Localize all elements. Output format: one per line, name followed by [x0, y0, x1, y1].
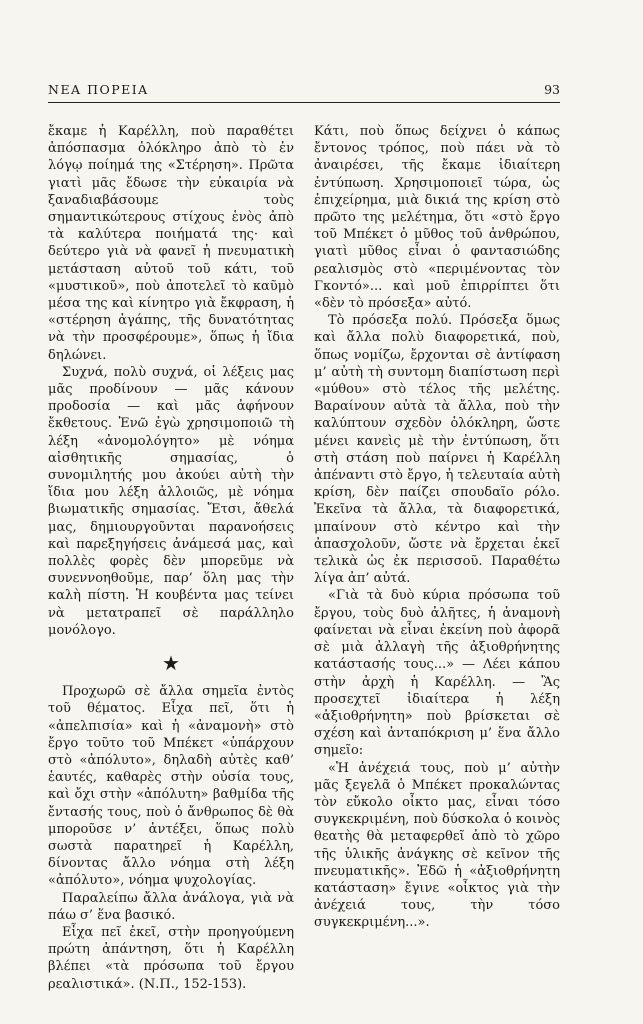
running-header [48, 82, 560, 103]
paragraph: «Γιὰ τὰ δυὸ κύρια πρόσωπα τοῦ ἔργου, τοὺς δυὸ ἀλῆτες, ἡ ἀναμονὴ φαίνεται νὰ εἶναι ἐκείνη ποὺ ἀφορᾶ σὲ μιὰ ἀλλαγὴ τῆς ἀξιοθρήνητης κατάστασής τους...» — Λέει κάπου στὴν ἀρχὴ ἡ Καρέλλη. — Ἂς προσεχτεῖ ἰδιαίτερα ἡ λέξη «ἀξιοθρήνητη» ποὺ βρίσκεται σὲ σχέση καὶ ἀνταπόκριση μ’ ἕνα ἄλλο σημεῖο: [314, 588, 560, 759]
right-column [314, 123, 560, 932]
paragraph: Τὸ πρόσεξα πολύ. Πρόσεξα ὅμως καὶ ἄλλα πολὺ διαφορετικά, ποὺ, ὅπως νομίζω, ἔρχονται σὲ ἀντίφαση μ’ αὐτὴ τὴ συντομη διαπίστωση περὶ «μύθου» στὸ τέλος τῆς μελέτης. Βαραίνουν αὐτὰ τὰ ἄλλα, ποὺ τὴν καλύπτουν σχεδὸν ὁλόκληρη, ὥστε μένει κανεὶς μὲ τὴν ἐντύπωση, ὅτι στὴ στάση ποὺ παίρνει ἡ Καρέλλη ἀπέναντι στὸ ἔργο, ἡ τελευταία αὐτὴ κρίση, δὲν παίζει σπουδαῖο ρόλο. Ἐκεῖνα τὰ ἄλλα, τὰ διαφορετικά, μπαίνουν στὸ κέντρο καὶ τὴν ἀπασχολοῦν, ὥστε νὰ ἔρχεται ἐκεῖ τελικὰ ὡς ἐκ περισσοῦ. Παραθέτω λίγα ἀπ’ αὐτά. [314, 313, 560, 587]
paragraph: Συχνά, πολὺ συχνά, οἱ λέξεις μας μᾶς προδίνουν — μᾶς κάνουν προδοσία — καὶ μᾶς ἀφήνουν ἔκθετους. Ἐνῶ ἐγὼ χρησιμοποιῶ τὴ λέξη «ἀνομολόγητο» μὲ νόημα αἰσθητικῆς σημασίας, ὁ συνομιλητής μου ἀκούει αὐτὴ τὴν ἴδια μου λέξη ἀλλοιῶς, μὲ νόημα βιωματικῆς σημασίας. Ἔτσι, ἄθελά μας, δημιουργοῦνται παρανοήσεις καὶ παρεξηγήσεις ἀνάμεσά μας, καὶ πολλὲς φορὲς δὲν μπορεῦμε νὰ συνεννοηθοῦμε, παρ’ ὅλη μας τὴν καλὴ πίστη. Ἡ κουβέντα μας τείνει νὰ μετατραπεῖ σὲ παράλληλο μονόλογο. [48, 364, 294, 638]
section-star-divider: ★ [162, 651, 180, 676]
left-column [48, 123, 294, 993]
paragraph: Κάτι, ποὺ ὅπως δείχνει ὁ κάπως ἔντονος τρόπος, ποὺ πάει νὰ τὸ ἀναιρέσει, τῆς ἔκαμε ἰδιαίτερη ἐντύπωση. Χρησιμοποιεῖ τώρα, ὡς ἐπιχείρημα, μιὰ δικιά της κρίση στὸ πρῶτο της μελέτημα, ὅτι «στὸ ἔργο τοῦ Μπέκετ ὁ μῦθος τοῦ ἀνθρώπου, γιατὶ μῦθος εἶναι ὁ φαντασιώδης ρεαλισμὸς στὸ «περιμένοντας τὸν Γκοντό»... καὶ μοῦ ἐπιρρίπτει ὅτι «δὲν τὸ πρόσεξα» αὐτό. [314, 124, 560, 312]
page-number: 93 [544, 82, 560, 97]
paragraph: Παραλείπω ἄλλα ἀνάλογα, γιὰ νὰ πάω σ’ ἕνα βασικό. [48, 890, 294, 923]
journal-title: ΝΕΑ ΠΟΡΕΙΑ [48, 82, 149, 97]
paragraph: ἔκαμε ἡ Καρέλλη, ποὺ παραθέτει ἀπόσπασμα ὁλόκληρο ἀπὸ τὸ ἐν λόγῳ ποίημά της «Στέρηση». Πρῶτα γιατὶ μᾶς ἔδωσε τὴν εὐκαιρία νὰ ξαναδιαβάσουμε τοὺς σημαντικώτερους στίχους ἑνὸς ἀπὸ τὰ καλύτερα ποιήματά της· καὶ δεύτερο γιὰ νὰ φανεῖ ἡ πνευματικὴ μετάσταση αὐτοῦ τοῦ κάτι, τοῦ «μυστικοῦ», ποὺ ἀποτελεῖ τὸ καῦμὸ μέσα της καὶ κίνητρο γιὰ ἔκφραση, ἡ «στέρηση ἀγάπης, τῆς δυνατότητας νὰ τὴν προσφέρουμε», ὅπως ἡ ἴδια δηλώνει. [48, 124, 294, 363]
quotation-paragraph: «Ἡ ἀνέχειά τους, ποὺ μ’ αὐτὴν μᾶς ξεγελᾶ ὁ Μπέκετ προκαλώντας τὸν εὔκολο οἶκτο μας, εἶναι τόσο συγκεκριμένη, ποὺ δύσκολα ὁ κοινὸς θεατὴς θὰ μεταφερθεῖ ἀπὸ τὸ χῶρο τῆς ὑλικῆς ἀνάγκης σὲ κεῖνον τῆς πνευματικῆς». Ἐδῶ ἡ «ἀξιοθρήνητη κατάσταση» ἔγινε «οἶκτος γιὰ τὴν ἀνέχειά τους, τὴν τόσο συγκεκριμένη...». [314, 760, 560, 931]
paragraph: Εἶχα πεῖ ἐκεῖ, στὴν προηγούμενη πρώτη ἀπάντηση, ὅτι ἡ Καρέλλη βλέπει «τὰ πρόσωπα τοῦ ἔργου ρεαλιστικά». (Ν.Π., 152-153). [48, 924, 294, 992]
paragraph: Προχωρῶ σὲ ἄλλα σημεῖα ἐντὸς τοῦ θέματος. Εἶχα πεῖ, ὅτι ἡ «ἀπελπισία» καὶ ἡ «ἀναμονὴ» στὸ ἔργο τοῦτο τοῦ Μπέκετ «ὑπάρχουν στὸ «ἀπόλυτο», δηλαδὴ αὐτὲς καθ’ ἑαυτές, καθαρὲς στὴν οὐσία τους, καὶ ὄχι στὴν «ἀπόλυτη» βαθμίδα τῆς ἔντασής τους, ποὺ ὁ ἄνθρωπος δὲ θὰ μποροῦσε ν’ ἀντέξει, ὅπως πολὺ σωστὰ παρατηρεῖ ἡ Καρέλλη, δίνοντας ἄλλο νόημα στὴ λέξη «ἀπόλυτο», νόημα ψυχολογίας. [48, 684, 294, 889]
